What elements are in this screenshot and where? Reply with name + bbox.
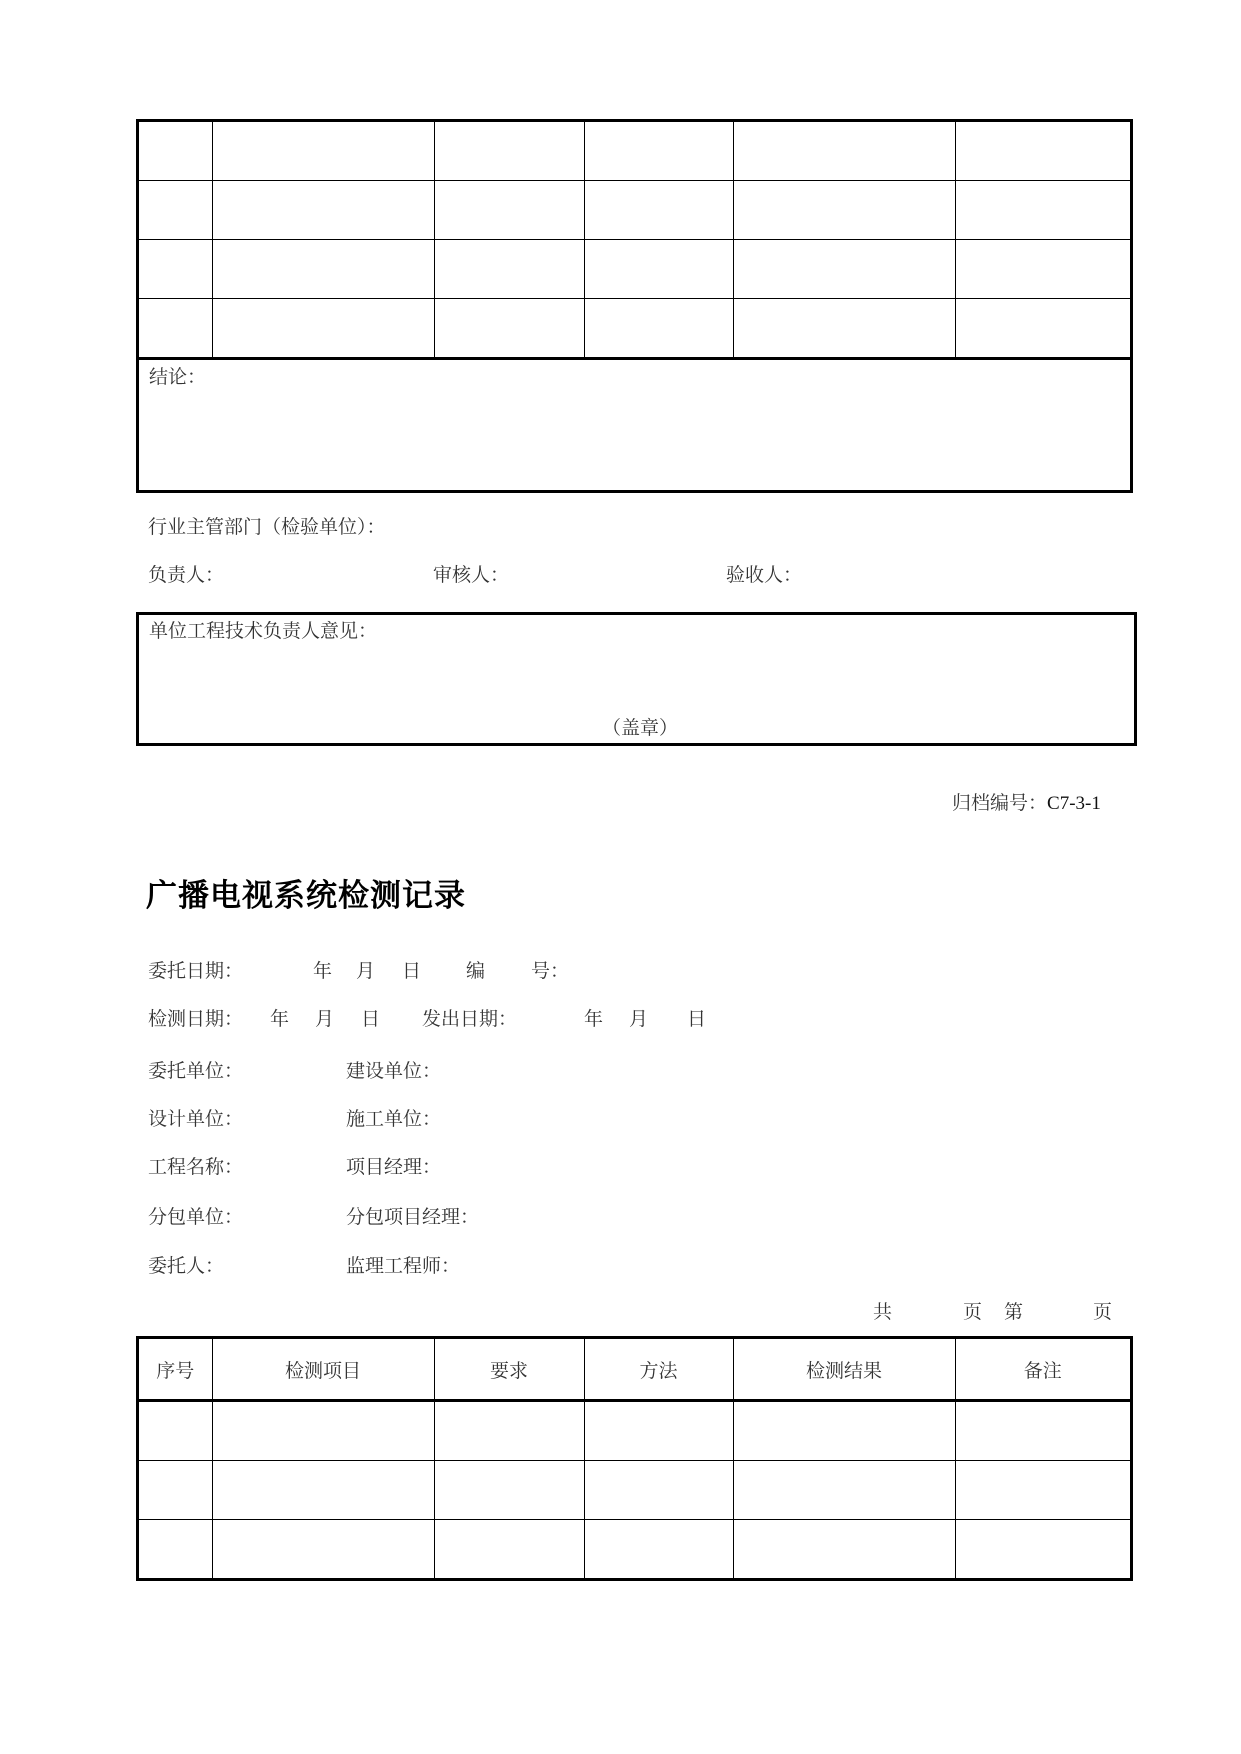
table-cell[interactable] [733,1461,955,1520]
table-cell[interactable] [139,1461,212,1520]
number-label-2: 号： [531,961,570,982]
table-cell[interactable] [733,1401,955,1461]
table-row [139,1401,1130,1461]
test-year-label: 年 [270,1009,290,1030]
responsible-label: 负责人： [148,565,225,586]
table-cell[interactable] [733,240,955,299]
entrust-month-label: 月 [356,961,376,982]
test-date-label: 检测日期： [148,1009,244,1030]
table-cell[interactable] [955,181,1130,240]
table-cell[interactable] [212,181,434,240]
field-label-client-person: 委托人： [148,1256,225,1277]
previous-record-table [136,119,1133,493]
entrust-date-label: 委托日期： [148,961,244,982]
table-cell[interactable] [733,1520,955,1579]
page-current-suffix: 页 [1093,1302,1113,1323]
table-cell[interactable] [434,1520,584,1579]
header-serial: 序号 [139,1339,212,1401]
table-header-row [139,1339,1130,1401]
conclusion-label: 结论： [149,367,207,388]
issue-date-label: 发出日期： [422,1009,518,1030]
table-cell[interactable] [733,181,955,240]
table-cell[interactable] [584,240,733,299]
issue-year-label: 年 [584,1009,604,1030]
table-cell[interactable] [434,1461,584,1520]
header-requirement: 要求 [434,1339,584,1401]
table-cell[interactable] [139,299,212,358]
archive-label: 归档编号： [952,793,1048,814]
field-label-supervisor: 监理工程师： [346,1256,461,1277]
table-cell[interactable] [434,1401,584,1461]
table-cell[interactable] [139,122,212,181]
table-cell[interactable] [584,1401,733,1461]
table-cell[interactable] [584,181,733,240]
table-cell[interactable] [434,122,584,181]
table-cell[interactable] [955,1461,1130,1520]
entrust-year-label: 年 [313,961,333,982]
header-method: 方法 [584,1339,733,1401]
table-cell[interactable] [212,240,434,299]
header-test-result: 检测结果 [733,1339,955,1401]
table-cell[interactable] [139,1401,212,1461]
table-row [139,299,1130,358]
field-label-client-unit: 委托单位： [148,1061,244,1082]
header-test-item: 检测项目 [212,1339,434,1401]
table-cell[interactable] [955,122,1130,181]
table-row [139,1520,1130,1579]
number-label-1: 编 [466,961,486,982]
entrust-day-label: 日 [402,961,422,982]
table-cell[interactable] [584,1461,733,1520]
table-cell[interactable] [584,122,733,181]
page-total-prefix: 共 [873,1302,893,1323]
field-label-construction-unit: 建设单位： [346,1061,442,1082]
table-cell[interactable] [212,1401,434,1461]
field-label-project-manager: 项目经理： [346,1157,442,1178]
reviewer-label: 审核人： [433,565,510,586]
conclusion-field[interactable] [139,357,1130,490]
page-current-prefix: 第 [1004,1302,1024,1323]
table-cell[interactable] [139,240,212,299]
table-row [139,122,1130,181]
field-label-builder-unit: 施工单位： [346,1109,442,1130]
table-cell[interactable] [212,1461,434,1520]
table-cell[interactable] [212,299,434,358]
table-cell[interactable] [212,122,434,181]
table-cell[interactable] [955,240,1130,299]
archive-code: C7-3-1 [1047,793,1101,814]
seal-label: （盖章） [602,718,679,739]
field-label-project-name: 工程名称： [148,1157,244,1178]
table-cell[interactable] [733,122,955,181]
archive-number [952,792,1101,816]
table-row [139,240,1130,299]
table-cell[interactable] [955,1520,1130,1579]
page-total-suffix: 页 [963,1302,983,1323]
table-cell[interactable] [434,299,584,358]
table-cell[interactable] [955,299,1130,358]
table-cell[interactable] [139,1520,212,1579]
table-cell[interactable] [212,1520,434,1579]
table-cell[interactable] [139,181,212,240]
table-cell[interactable] [733,299,955,358]
table-cell[interactable] [434,240,584,299]
field-label-subcontractor: 分包单位： [148,1207,244,1228]
table-row [139,1461,1130,1520]
issue-day-label: 日 [687,1009,707,1030]
opinion-label: 单位工程技术负责人意见： [149,621,378,642]
dept-label: 行业主管部门（检验单位）： [148,517,386,538]
table-row [139,181,1130,240]
table-cell[interactable] [955,1401,1130,1461]
table-cell[interactable] [584,299,733,358]
field-label-design-unit: 设计单位： [148,1109,244,1130]
test-day-label: 日 [361,1009,381,1030]
table-cell[interactable] [434,181,584,240]
tech-lead-opinion-box[interactable] [136,612,1137,746]
test-month-label: 月 [315,1009,335,1030]
issue-month-label: 月 [629,1009,649,1030]
page-title: 广播电视系统检测记录 [146,878,466,914]
acceptor-label: 验收人： [726,565,803,586]
field-label-sub-project-manager: 分包项目经理： [346,1207,480,1228]
test-record-table [136,1336,1133,1581]
table-cell[interactable] [584,1520,733,1579]
header-remarks: 备注 [955,1339,1130,1401]
